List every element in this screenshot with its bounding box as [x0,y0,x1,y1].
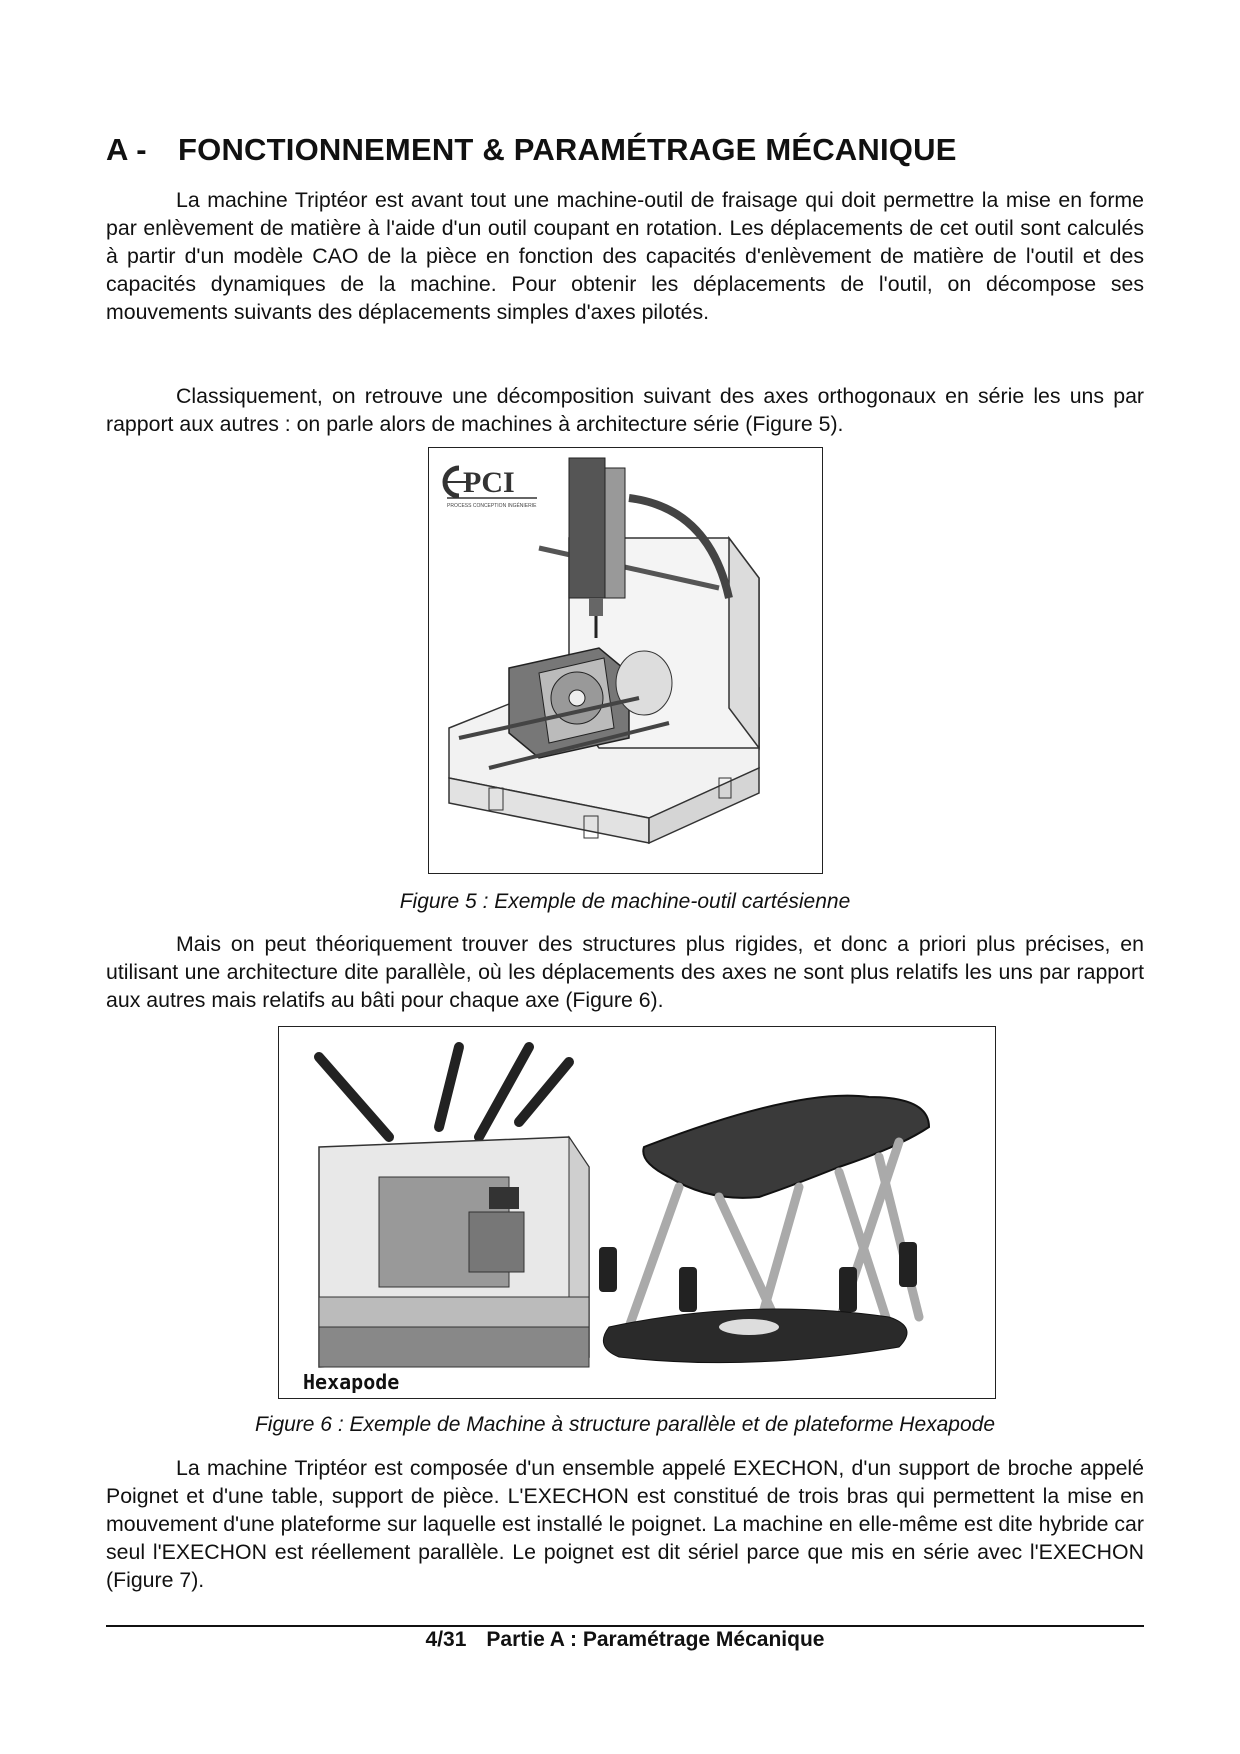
paragraph-2 [106,382,1144,438]
paragraph-4-text: La machine Triptéor est composée d'un ensemble appelé EXECHON, d'un support de broche appelé Poignet et d'une table, support de pièce. L'EXECHON est constitué de trois bras qui permettent la mise en mouvement d'une plateforme sur laquelle est installé le poignet. La machine en elle-même est dite hybride car seul l'EXECHON est réellement parallèle. Le poignet est dit sériel parce que mis en série avec l'EXECHON (Figure 7). [106,1456,1144,1592]
paragraph-4 [106,1454,1144,1594]
paragraph-1 [106,186,1144,326]
section-number: A - [106,132,147,167]
paragraph-2-text: Classiquement, on retrouve une décomposition suivant des axes orthogonaux en série les uns par rapport aux autres : on parle alors de machines à architecture série (Figure 5). [106,384,1144,436]
figure-6-caption: Figure 6 : Exemple de Machine à structure parallèle et de plateforme Hexapode [254,1413,996,1436]
pci-logo-subtext: PROCESS CONCEPTION INGÉNIERIE [447,503,537,509]
page-footer [106,1628,1144,1652]
paragraph-3 [106,930,1144,1014]
figure-5-caption: Figure 5 : Exemple de machine-outil cartésienne [399,890,851,913]
hexapode-label: Hexapode [303,1370,400,1394]
section-title: FONCTIONNEMENT & PARAMÉTRAGE MÉCANIQUE [178,132,957,167]
figure-6-image [278,1026,996,1399]
page-number: 4/31 [425,1628,467,1651]
footer-section: Partie A : Paramétrage Mécanique [486,1628,825,1651]
footer-rule [106,1625,1144,1627]
paragraph-3-text: Mais on peut théoriquement trouver des structures plus rigides, et donc a priori plus précises, en utilisant une architecture dite parallèle, où les déplacements des axes ne sont plus relatifs les uns par rapport aux autres mais relatifs au bâti pour chaque axe (Figure 6). [106,932,1144,1012]
pci-logo [445,466,537,509]
cartesian-machine-illustration [429,448,822,873]
figure-5-image [428,447,823,874]
section-heading [106,132,957,168]
paragraph-1-text: La machine Triptéor est avant tout une machine-outil de fraisage qui doit permettre la mise en forme par enlèvement de matière à l'aide d'un outil coupant en rotation. Les déplacements de cet outil sont calculés à partir d'un modèle CAO de la pièce en fonction des capacités d'enlèvement de matière de l'outil et des capacités dynamiques de la machine. Pour obtenir les déplacements de l'outil, on décompose ses mouvements suivants des déplacements simples d'axes pilotés. [106,188,1144,324]
parallel-machine-illustration [279,1027,995,1398]
pci-logo-text: PCI [463,466,515,499]
